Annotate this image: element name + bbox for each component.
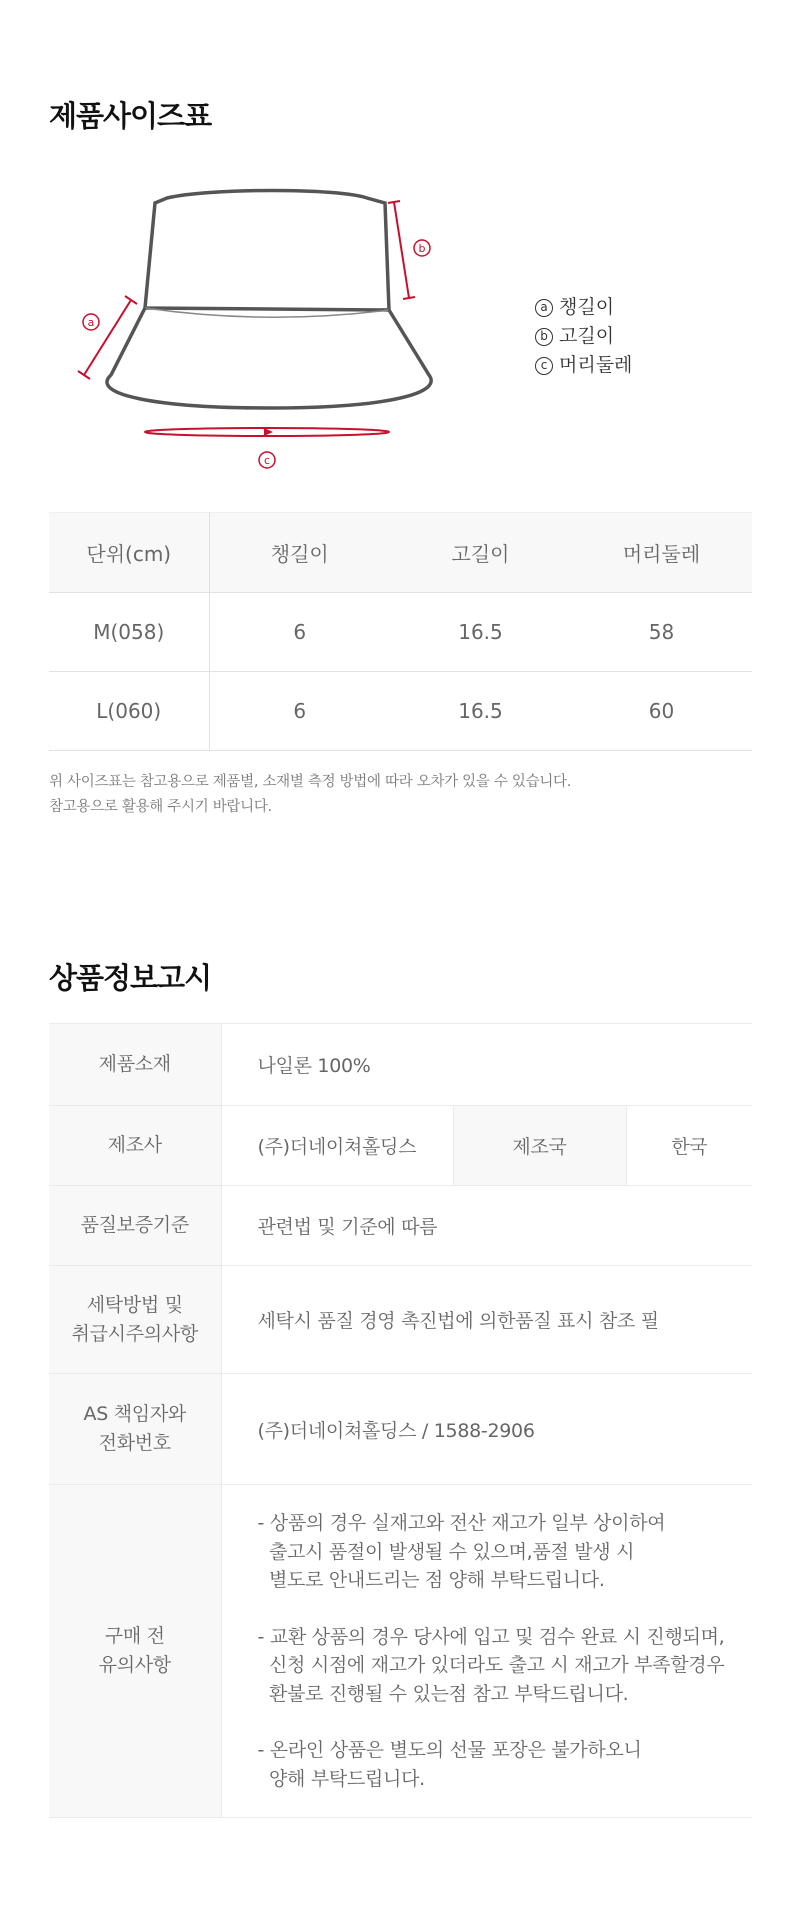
- legend-label: 고길이: [559, 325, 615, 347]
- size-note-line: 위 사이즈표는 참고용으로 제품별, 소재별 측정 방법에 따라 오차가 있을 수 있습니다.: [49, 774, 572, 790]
- info-value: 관련법 및 기준에 따름: [221, 1186, 752, 1266]
- info-label: [49, 1485, 221, 1818]
- purchase-notice: [221, 1485, 752, 1818]
- hat-crown-outline: [145, 191, 389, 311]
- info-label-line: 유의사항: [98, 1654, 171, 1676]
- svg-text:b: b: [418, 242, 426, 255]
- size-cell: 60: [571, 672, 752, 751]
- circumference-arrow-icon: [264, 428, 273, 436]
- crown-height-line: [394, 202, 409, 298]
- info-label: 품질보증기준: [49, 1186, 221, 1266]
- svg-text:c: c: [263, 454, 271, 467]
- size-chart-title: 제품사이즈표: [49, 99, 212, 133]
- notice-line: 양해 부탁드립니다.: [257, 1767, 425, 1790]
- notice-line: 신청 시점에 재고가 있더라도 출고 시 재고가 부족할경우: [257, 1654, 725, 1676]
- size-header-unit: 단위(cm): [49, 513, 209, 593]
- product-info-title: 상품정보고시: [49, 961, 212, 995]
- notice-line: 별도로 안내드리는 점 양해 부탁드립니다.: [257, 1569, 605, 1591]
- legend-mark-a-icon: a: [535, 299, 553, 317]
- size-note-line: 참고용으로 활용해 주시기 바랍니다.: [49, 799, 272, 815]
- info-label: 제조사: [49, 1106, 221, 1186]
- table-row: [49, 1485, 752, 1818]
- notice-line: - 온라인 상품은 별도의 선물 포장은 불가하오니: [257, 1739, 642, 1761]
- legend-item-head: [535, 351, 632, 380]
- svg-text:a: a: [87, 316, 95, 329]
- legend-label: 챙길이: [559, 296, 615, 318]
- table-row: [49, 593, 752, 672]
- legend-mark-c-icon: c: [535, 357, 553, 375]
- size-cell: 16.5: [390, 593, 571, 672]
- size-header-crown: 고길이: [390, 513, 571, 593]
- notice-line: 환불로 진행될 수 있는점 참고 부탁드립니다.: [257, 1682, 629, 1705]
- size-table: [49, 512, 752, 751]
- notice-line: - 상품의 경우 실재고와 전산 재고가 일부 상이하여: [257, 1512, 666, 1534]
- info-value: 세탁시 품질 경영 촉진법에 의한품질 표시 참조 필: [221, 1266, 752, 1374]
- info-label: 제조국: [453, 1106, 626, 1186]
- info-label-line: 취급시주의사항: [71, 1322, 198, 1345]
- info-value: 한국: [626, 1106, 752, 1186]
- info-label-line: AS 책임자와: [83, 1403, 186, 1425]
- legend-label: 머리둘레: [559, 354, 633, 376]
- info-label: [49, 1266, 221, 1374]
- size-cell: L(060): [49, 672, 209, 751]
- notice-line: 출고시 품절이 발생될 수 있으며,품절 발생 시: [257, 1540, 635, 1563]
- size-cell: 6: [209, 672, 390, 751]
- table-row: [49, 1374, 752, 1485]
- size-header-brim: 챙길이: [209, 513, 390, 593]
- table-row: [49, 1106, 752, 1186]
- table-row: [49, 672, 752, 751]
- hat-brim-outline: [107, 308, 431, 408]
- size-cell: M(058): [49, 593, 209, 672]
- legend-item-crown: [535, 322, 632, 351]
- info-label: [49, 1374, 221, 1485]
- table-row: [49, 1186, 752, 1266]
- info-value: 나일론 100%: [221, 1024, 752, 1106]
- size-note: [49, 770, 571, 820]
- table-row: [49, 1266, 752, 1374]
- info-value: (주)더네이쳐홀딩스: [221, 1106, 453, 1186]
- info-label: 제품소재: [49, 1024, 221, 1106]
- size-header-head: 머리둘레: [571, 513, 752, 593]
- bucket-hat-diagram: [49, 170, 469, 480]
- size-cell: 16.5: [390, 672, 571, 751]
- legend-item-brim: [535, 293, 632, 322]
- size-table-header-row: [49, 513, 752, 593]
- info-label-line: 전화번호: [98, 1432, 171, 1454]
- info-label-line: 구매 전: [104, 1625, 165, 1647]
- info-value: (주)더네이쳐홀딩스 / 1588-2906: [221, 1374, 752, 1485]
- size-cell: 6: [209, 593, 390, 672]
- size-cell: 58: [571, 593, 752, 672]
- legend-mark-b-icon: b: [535, 328, 553, 346]
- info-label-line: 세탁방법 및: [86, 1293, 183, 1316]
- table-row: [49, 1024, 752, 1106]
- brim-length-line: [84, 300, 131, 375]
- notice-line: - 교환 상품의 경우 당사에 입고 및 검수 완료 시 진행되며,: [257, 1625, 725, 1648]
- product-info-table: [49, 1023, 752, 1818]
- diagram-legend: [535, 293, 632, 380]
